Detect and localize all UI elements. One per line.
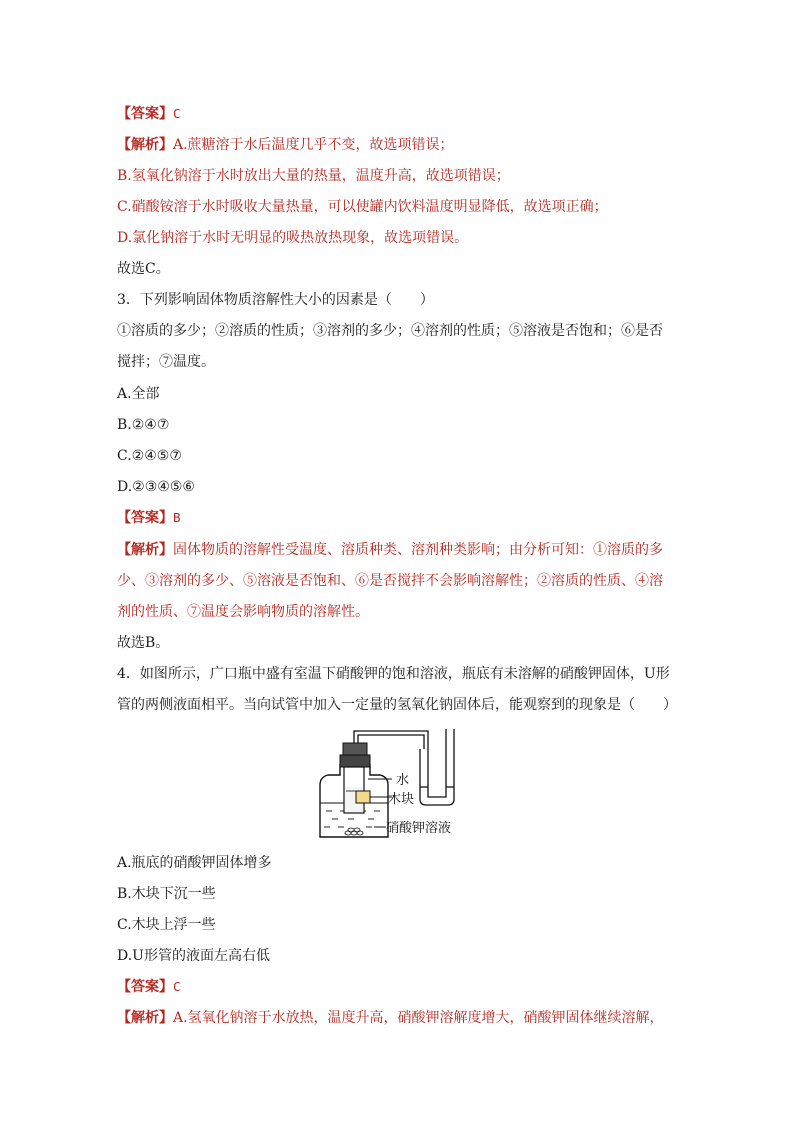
conclusion-text: 故选C。 xyxy=(117,261,170,277)
label-wood-block: 木块 xyxy=(388,792,415,807)
question-4-option-c: C.木块上浮一些 xyxy=(117,917,216,933)
answer-line xyxy=(117,508,677,528)
wood-block xyxy=(356,791,370,803)
answer-tag: 【答案】 xyxy=(117,979,173,995)
analysis-tag: 【解析】 xyxy=(117,542,173,558)
analysis-text: A.氢氧化钠溶于水放热，温度升高，硝酸钾溶解度增大，硝酸钾固体继续溶解， xyxy=(173,1010,664,1026)
question-3-stem: 3．下列影响固体物质溶解性大小的因素是（ ） xyxy=(117,292,434,308)
analysis-tag: 【解析】 xyxy=(117,137,173,153)
analysis-tag: 【解析】 xyxy=(117,1010,173,1026)
answer-tag: 【答案】 xyxy=(117,510,173,526)
question-3-option-d: D.②③④⑤⑥ xyxy=(117,479,195,495)
analysis-line xyxy=(117,1008,677,1028)
question-4-stem-line1: 4．如图所示，广口瓶中盛有室温下硝酸钾的饱和溶液，瓶底有未溶解的硝酸钾固体，U形 xyxy=(117,666,670,682)
answer-value: C xyxy=(173,106,181,121)
answer-value: C xyxy=(173,979,181,994)
u-tube xyxy=(420,729,454,805)
apparatus-diagram xyxy=(310,725,480,843)
analysis-text: 固体物质的溶解性受温度、溶质种类、溶剂种类影响；由分析可知：①溶质的多 xyxy=(173,542,663,558)
answer-line xyxy=(117,977,677,997)
label-solution: 硝酸钾溶液 xyxy=(386,821,452,836)
analysis-line xyxy=(117,135,677,155)
analysis-text-d: D.氯化钠溶于水时无明显的吸热放热现象，故选项错误。 xyxy=(117,230,469,246)
analysis-line xyxy=(117,540,677,560)
question-4-option-d: D.U形管的液面左高右低 xyxy=(117,948,270,964)
label-water: 水 xyxy=(396,773,410,788)
question-3-option-a: A.全部 xyxy=(117,386,160,402)
question-4-stem-line2: 管的两侧液面相平。当向试管中加入一定量的氢氧化钠固体后，能观察到的现象是（ ） xyxy=(117,697,677,713)
question-4-option-a: A.瓶底的硝酸钾固体增多 xyxy=(117,855,272,871)
conclusion-text: 故选B。 xyxy=(117,635,170,651)
analysis-text-cont2: 剂的性质、⑦温度会影响物质的溶解性。 xyxy=(117,604,369,620)
question-4-option-b: B.木块下沉一些 xyxy=(117,886,216,902)
answer-tag: 【答案】 xyxy=(117,106,173,122)
analysis-text-b: B.氢氧化钠溶于水时放出大量的热量，温度升高，故选项错误； xyxy=(117,168,510,184)
question-3-factors-line2: 搅拌；⑦温度。 xyxy=(117,354,215,370)
analysis-text-cont1: 少、③溶剂的多少、⑤溶液是否饱和、⑥是否搅拌不会影响溶解性；②溶质的性质、④溶 xyxy=(117,573,663,589)
question-3-option-b: B.②④⑦ xyxy=(117,417,170,433)
answer-line xyxy=(117,104,677,124)
analysis-text: A.蔗糖溶于水后温度几乎不变，故选项错误； xyxy=(173,137,454,153)
analysis-text-c: C.硝酸铵溶于水时吸收大量热量，可以使罐内饮料温度明显降低，故选项正确； xyxy=(117,199,608,215)
question-3-option-c: C.②④⑤⑦ xyxy=(117,448,182,464)
question-3-factors-line1: ①溶质的多少；②溶质的性质；③溶剂的多少；④溶剂的性质；⑤溶液是否饱和；⑥是否 xyxy=(117,323,663,339)
apparatus-figure xyxy=(310,725,480,843)
answer-value: B xyxy=(173,510,181,525)
